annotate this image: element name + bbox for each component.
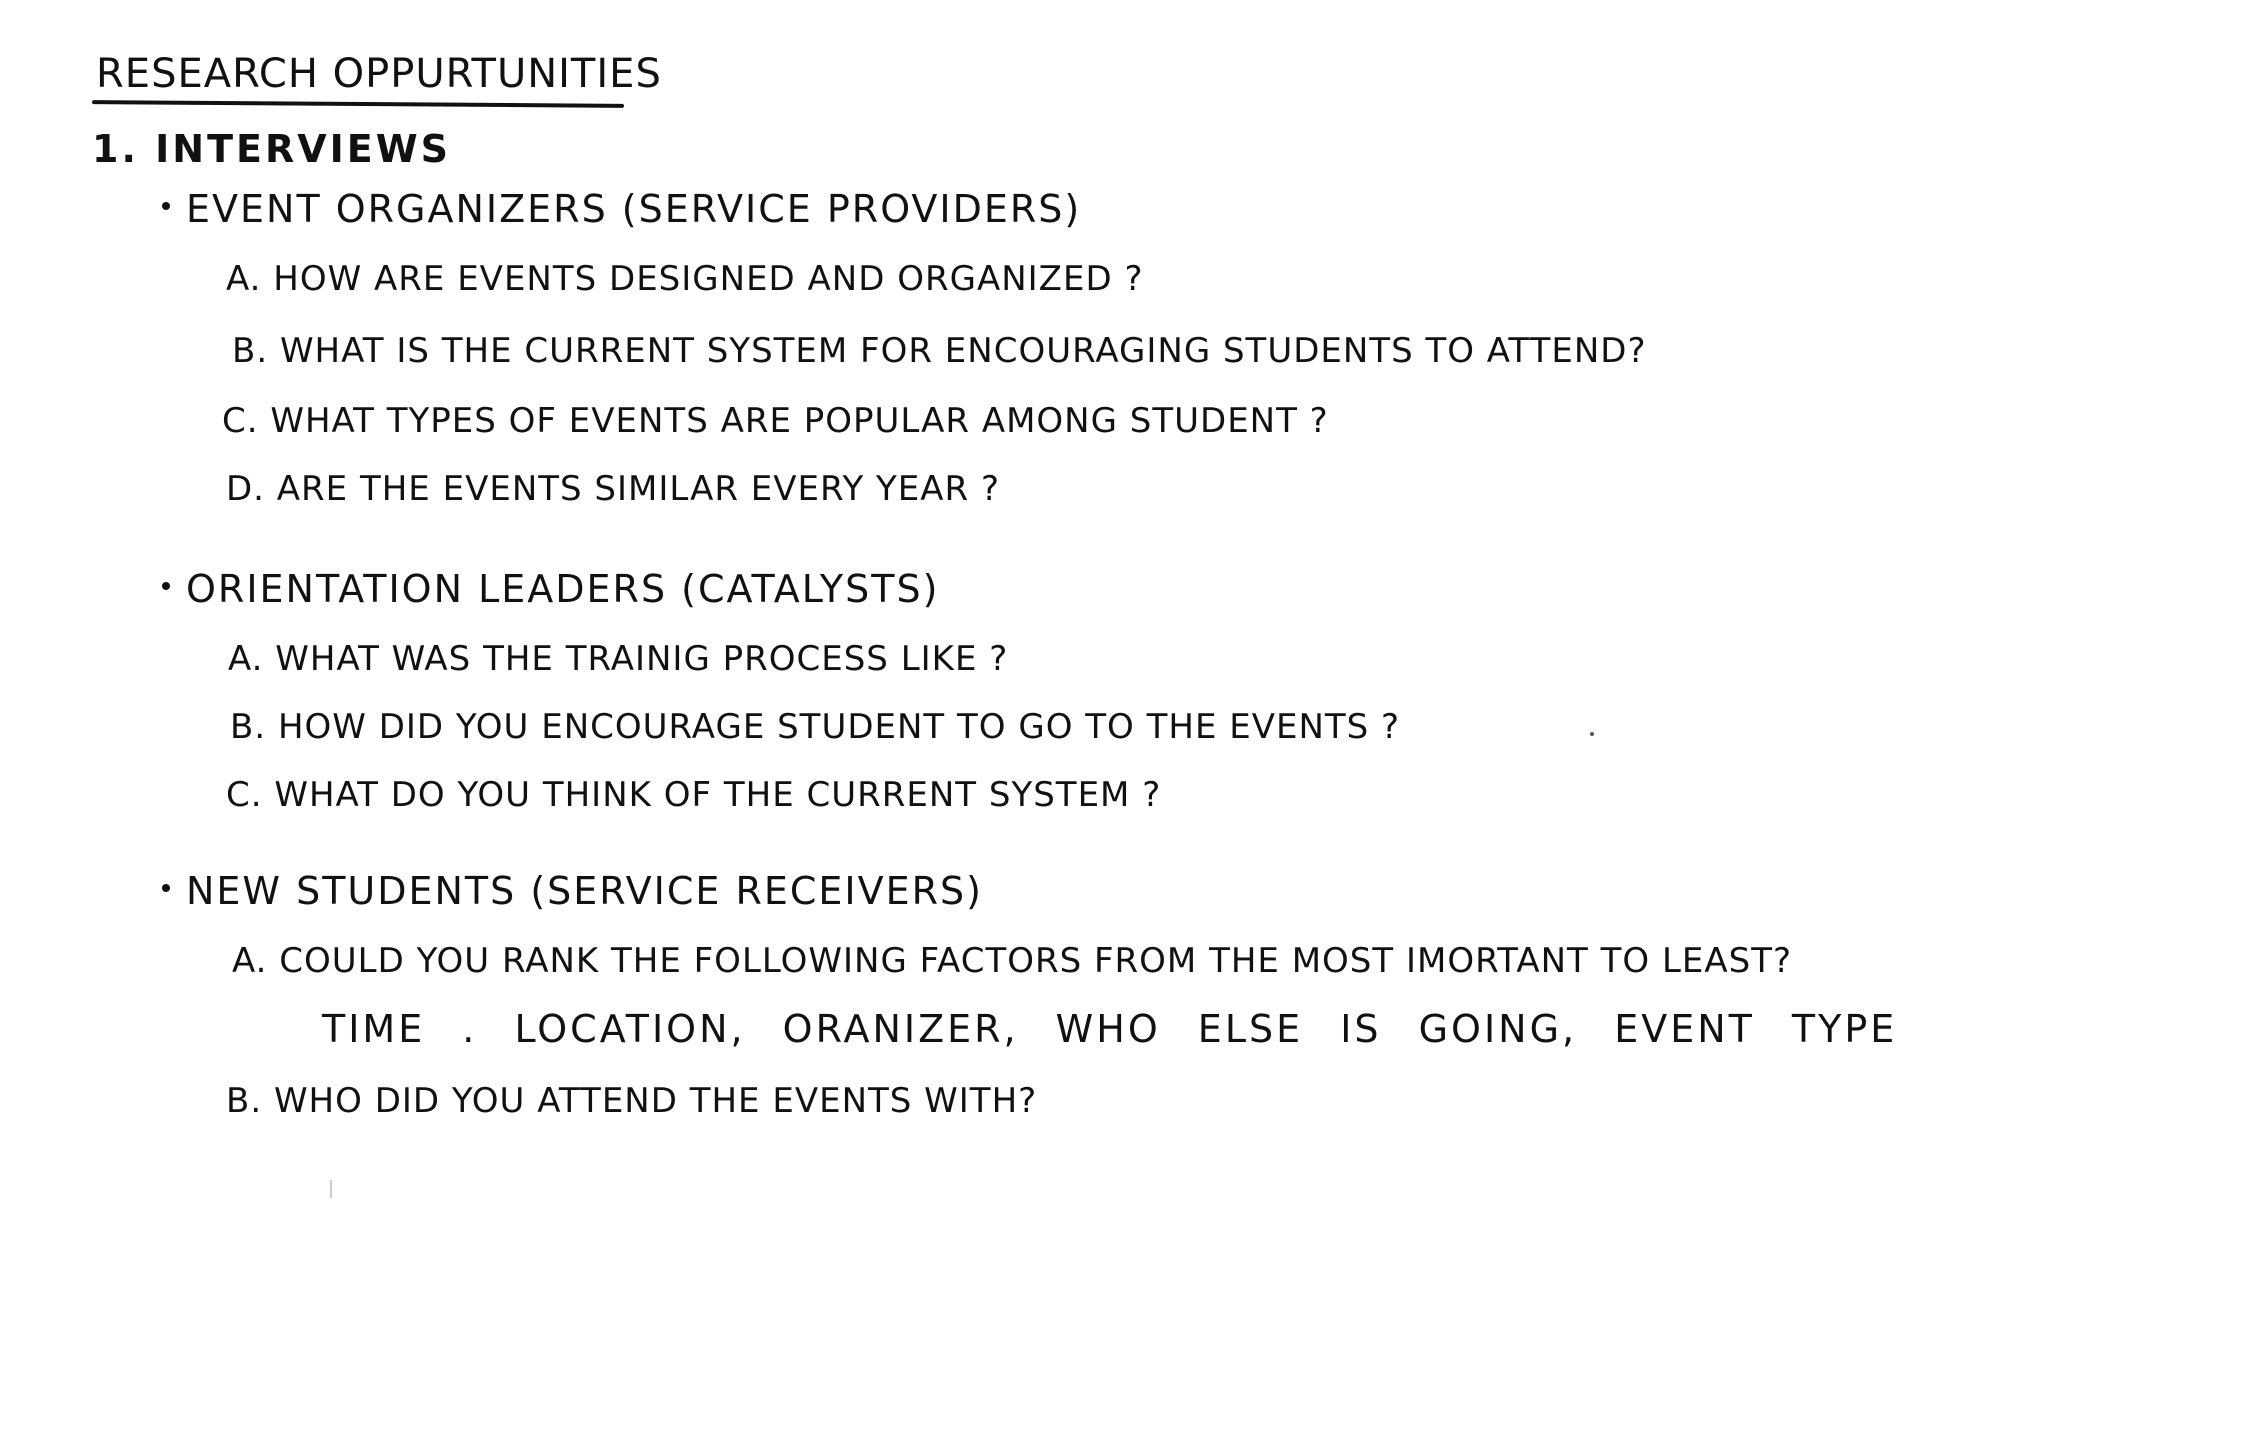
- bullet-icon: [162, 582, 170, 590]
- group-heading-text: EVENT ORGANIZERS (SERVICE PROVIDERS): [186, 187, 1082, 231]
- stray-pen-mark: [1590, 732, 1594, 736]
- group-heading-orientation-leaders: [162, 567, 940, 611]
- question-item: A. HOW ARE EVENTS DESIGNED AND ORGANIZED ?: [226, 259, 1144, 299]
- question-item: D. ARE THE EVENTS SIMILAR EVERY YEAR ?: [226, 469, 1001, 509]
- group-heading-event-organizers: [162, 187, 1082, 231]
- page-title: RESEARCH OPPURTUNITIES: [96, 51, 662, 97]
- bullet-icon: [162, 202, 170, 210]
- question-item: A. COULD YOU RANK THE FOLLOWING FACTORS FROM THE MOST IMORTANT TO LEAST?: [232, 941, 1793, 981]
- question-item: B. HOW DID YOU ENCOURAGE STUDENT TO GO TO THE EVENTS ?: [230, 707, 1401, 747]
- bullet-icon: [162, 884, 170, 892]
- title-underline: [92, 100, 624, 108]
- ranking-factors: TIME . LOCATION, ORANIZER, WHO ELSE IS GOING, EVENT TYPE: [322, 1007, 1898, 1051]
- group-heading-new-students: [162, 869, 983, 913]
- question-item: B. WHAT IS THE CURRENT SYSTEM FOR ENCOURAGING STUDENTS TO ATTEND?: [232, 331, 1647, 371]
- question-item: A. WHAT WAS THE TRAINIG PROCESS LIKE ?: [228, 639, 1009, 679]
- stray-pen-mark: [330, 1180, 332, 1198]
- group-heading-text: ORIENTATION LEADERS (CATALYSTS): [186, 567, 940, 611]
- group-heading-text: NEW STUDENTS (SERVICE RECEIVERS): [186, 869, 983, 913]
- section-number: 1.: [92, 127, 139, 171]
- section-label: INTERVIEWS: [155, 127, 451, 171]
- question-item: B. WHO DID YOU ATTEND THE EVENTS WITH?: [226, 1081, 1038, 1121]
- question-item: C. WHAT TYPES OF EVENTS ARE POPULAR AMONG STUDENT ?: [222, 401, 1329, 441]
- section-heading: [92, 127, 451, 171]
- question-item: C. WHAT DO YOU THINK OF THE CURRENT SYSTEM ?: [226, 775, 1162, 815]
